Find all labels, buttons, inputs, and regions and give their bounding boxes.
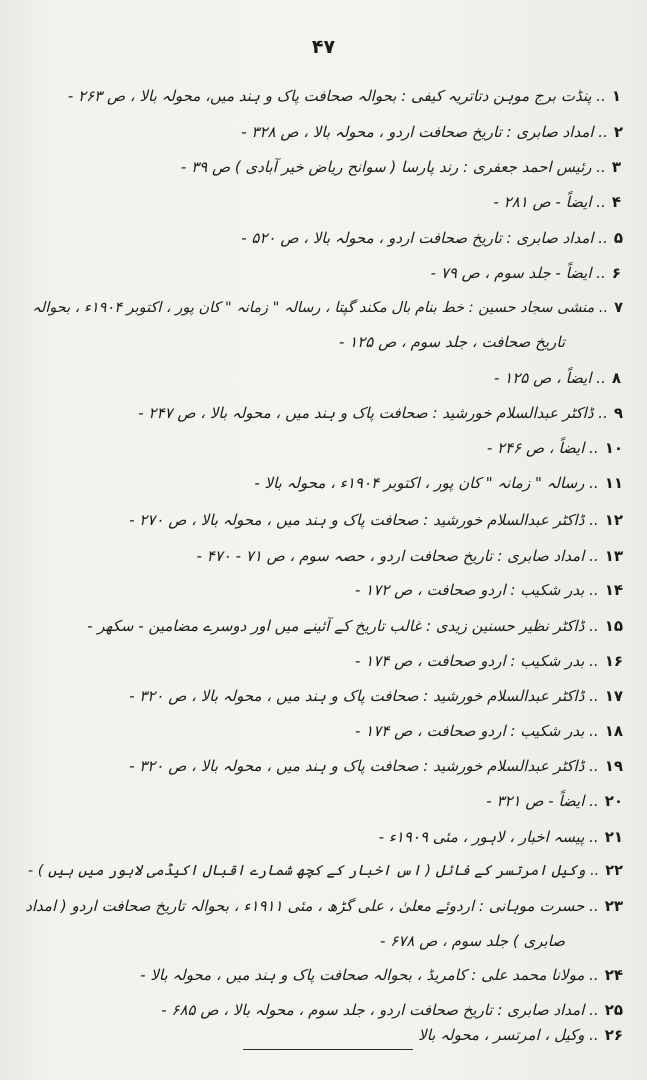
- footnote-16: ۱۶.. بدر شکیب : اردو صحافت ، ص ۱۷۴ -: [354, 652, 623, 670]
- footnote-23: ۲۳.. حسرت موہانی : اردوئے معلیٰ ، علی گڑھ ، مئی ۱۹۱۱ء ، بحوالہ تاریخ صحافت اردو ( امداد: [25, 897, 623, 915]
- footnote-12: ۱۲.. ڈاکٹر عبدالسلام خورشید : صحافت پاک و ہند میں ، محولہ بالا ، ص ۲۷۰ -: [129, 511, 623, 529]
- footnote-5: ۵.. امداد صابری : تاریخ صحافت اردو ، محولہ بالا ، ص ۵۲۰ -: [241, 229, 623, 247]
- end-rule: [243, 1049, 413, 1050]
- footnote-26: ۲۶.. وکیل ، امرتسر ، محولہ بالا: [418, 1026, 623, 1044]
- footnote-14: ۱۴.. بدر شکیب : اردو صحافت ، ص ۱۷۲ -: [354, 581, 623, 599]
- footnote-25: ۲۵.. امداد صابری : تاریخ صحافت اردو ، جلد سوم ، محولہ بالا ، ص ۶۸۵ -: [161, 1001, 623, 1019]
- footnote-6: ۶.. ایضاً - جلد سوم ، ص ۷۹ -: [430, 264, 621, 282]
- footnote-7: ۷.. منشی سجاد حسین : خط بنام بال مکند گپتا ، رسالہ " زمانہ " کان پور ، اکتوبر ۱۹۰۴ء ، بحوالہ: [32, 300, 623, 316]
- footnote-23-continuation: صابری ) جلد سوم ، ص ۶۷۸ -: [379, 932, 565, 950]
- footnote-18: ۱۸.. بدر شکیب : اردو صحافت ، ص ۱۷۴ -: [354, 722, 623, 740]
- footnote-13: ۱۳.. امداد صابری : تاریخ صحافت اردو ، حصہ سوم ، ص ۷۱ - ۴۷۰ -: [196, 547, 623, 565]
- footnote-8: ۸.. ایضاً ، ص ۱۲۵ -: [493, 369, 621, 387]
- footnote-1: ۱.. پنڈت برج موہن دتاتریہ کیفی : بحوالہ صحافت پاک و ہند میں، محولہ بالا ، ص ۲۶۳ -: [67, 87, 621, 105]
- footnote-15: ۱۵.. ڈاکٹر نظیر حسنین زیدی : غالب تاریخ کے آئینے میں اور دوسرے مضامین - سکھر -: [87, 617, 623, 635]
- footnote-21: ۲۱.. پیسہ اخبار ، لاہور ، مئی ۱۹۰۹ء -: [378, 828, 623, 846]
- footnote-24: ۲۴.. مولانا محمد علی : کامریڈ ، بحوالہ صحافت پاک و ہند میں ، محولہ بالا -: [140, 966, 623, 984]
- footnote-11: ۱۱.. رسالہ " زمانہ " کان پور ، اکتوبر ۱۹۰۴ء ، محولہ بالا -: [254, 474, 623, 492]
- footnote-3: ۳.. رئیس احمد جعفری : رند پارسا ( سوانح ریاض خیر آبادی ) ص ۳۹ -: [180, 158, 621, 176]
- footnote-2: ۲.. امداد صابری : تاریخ صحافت اردو ، محولہ بالا ، ص ۳۲۸ -: [241, 123, 623, 141]
- footnote-7-continuation: تاریخ صحافت ، جلد سوم ، ص ۱۲۵ -: [338, 333, 565, 351]
- footnote-19: ۱۹.. ڈاکٹر عبدالسلام خورشید : صحافت پاک و ہند میں ، محولہ بالا ، ص ۳۲۰ -: [129, 757, 623, 775]
- footnote-20: ۲۰.. ایضاً - ص ۳۲۱ -: [486, 792, 623, 810]
- footnote-22: ۲۲.. وکیل امرتسر کے فائل ( اس اخبار کے کچھ شمارے اقبال اکیڈمی لاہور میں ہیں ) -: [27, 863, 623, 879]
- footnote-9: ۹.. ڈاکٹر عبدالسلام خورشید : صحافت پاک و ہند میں ، محولہ بالا ، ص ۲۴۷ -: [138, 404, 623, 422]
- footnotes-list: [0, 80, 647, 1070]
- footnote-10: ۱۰.. ایضاً ، ص ۲۴۶ -: [486, 439, 623, 457]
- footnote-17: ۱۷.. ڈاکٹر عبدالسلام خورشید : صحافت پاک و ہند میں ، محولہ بالا ، ص ۳۲۰ -: [129, 687, 623, 705]
- page-number: ۴۷: [311, 36, 336, 58]
- footnote-4: ۴.. ایضاً - ص ۲۸۱ -: [493, 193, 621, 211]
